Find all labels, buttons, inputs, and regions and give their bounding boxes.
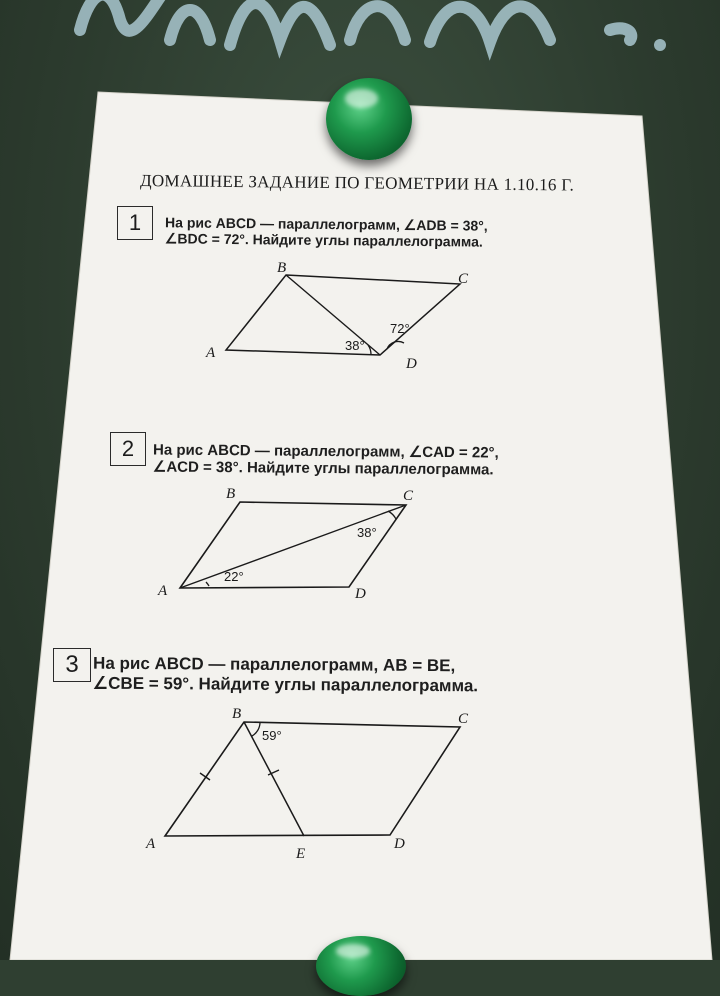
- task-line: ∠BDC = 72°. Найдите углы параллелограмма.: [164, 230, 483, 250]
- point-label: C: [458, 271, 469, 287]
- point-label: A: [158, 583, 168, 599]
- task-number: 3: [65, 651, 79, 678]
- point-label: C: [458, 711, 469, 727]
- page-title: ДОМАШНЕЕ ЗАДАНИЕ ПО ГЕОМЕТРИИ НА 1.10.16 Г.: [139, 171, 575, 195]
- point-label: D: [394, 836, 405, 852]
- point-label: D: [406, 356, 417, 372]
- point-label: B: [232, 706, 242, 722]
- point-label: B: [226, 486, 236, 502]
- angle-label: 59°: [262, 728, 282, 743]
- task-line: ∠CBE = 59°. Найдите углы параллелограмма.: [92, 673, 479, 695]
- point-label: E: [296, 846, 306, 862]
- task-line: ∠ACD = 38°. Найдите углы параллелограмма.: [152, 458, 494, 479]
- point-label: D: [355, 586, 366, 602]
- task-line: На рис ABCD — параллелограмм, AB = BE,: [93, 653, 456, 676]
- point-label: C: [403, 488, 414, 504]
- task-line: На рис ABCD — параллелограмм, ∠CAD = 22°,: [153, 441, 499, 462]
- angle-label: 72°: [390, 321, 410, 336]
- task-line: На рис ABCD — параллелограмм, ∠ADB = 38°,: [165, 214, 488, 234]
- point-label: A: [206, 345, 216, 361]
- point-label: A: [146, 836, 156, 852]
- angle-label: 22°: [224, 569, 244, 584]
- task-number: 1: [128, 210, 142, 235]
- point-label: B: [277, 260, 287, 276]
- angle-label: 38°: [357, 525, 377, 540]
- task-number: 2: [121, 436, 135, 461]
- angle-label: 38°: [345, 338, 365, 353]
